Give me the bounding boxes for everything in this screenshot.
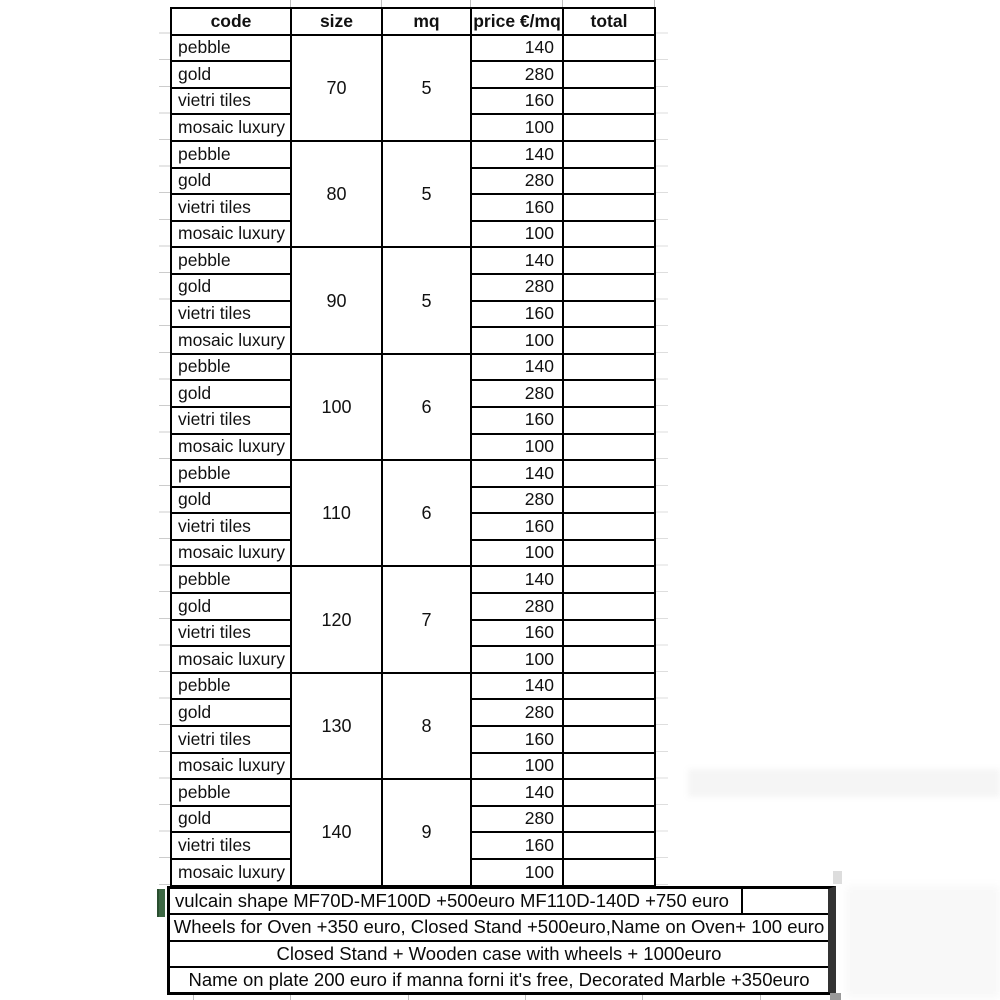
price-cell[interactable]: 160 xyxy=(471,301,563,328)
gridline xyxy=(654,0,655,7)
code-cell[interactable]: pebble xyxy=(171,460,291,487)
code-cell[interactable]: mosaic luxury xyxy=(171,753,291,780)
col-header-mq[interactable]: mq xyxy=(382,8,471,35)
code-cell[interactable]: gold xyxy=(171,806,291,833)
code-cell[interactable]: mosaic luxury xyxy=(171,221,291,248)
price-cell[interactable]: 140 xyxy=(471,566,563,593)
note-text: vulcain shape MF70D-MF100D +500euro MF110D-140D +750 euro xyxy=(175,890,729,912)
price-cell[interactable]: 100 xyxy=(471,114,563,141)
total-cell[interactable] xyxy=(563,141,655,168)
price-cell[interactable]: 160 xyxy=(471,407,563,434)
code-cell[interactable]: vietri tiles xyxy=(171,88,291,115)
code-cell[interactable]: gold xyxy=(171,168,291,195)
code-cell[interactable]: gold xyxy=(171,487,291,514)
border-artifact xyxy=(833,871,842,884)
note-text: Wheels for Oven +350 euro, Closed Stand +500euro,Name on Oven+ 100 euro xyxy=(173,916,825,938)
code-cell[interactable]: mosaic luxury xyxy=(171,540,291,567)
col-header-code[interactable]: code xyxy=(171,8,291,35)
mq-cell[interactable]: 5 xyxy=(382,247,471,353)
code-cell[interactable]: gold xyxy=(171,593,291,620)
total-cell[interactable] xyxy=(563,540,655,567)
note-vulcain-shape[interactable] xyxy=(170,889,828,915)
total-cell[interactable] xyxy=(563,593,655,620)
total-cell[interactable] xyxy=(563,806,655,833)
price-cell[interactable]: 280 xyxy=(471,380,563,407)
code-cell[interactable]: gold xyxy=(171,61,291,88)
price-cell[interactable]: 160 xyxy=(471,194,563,221)
total-cell[interactable] xyxy=(563,513,655,540)
total-cell[interactable] xyxy=(563,221,655,248)
price-cell[interactable]: 140 xyxy=(471,354,563,381)
code-cell[interactable]: mosaic luxury xyxy=(171,646,291,673)
gridline-stubs-left xyxy=(159,7,170,888)
note-closed-stand-case[interactable] xyxy=(170,942,828,968)
mq-cell[interactable]: 8 xyxy=(382,673,471,779)
table-row xyxy=(171,141,655,168)
table-row xyxy=(171,779,655,806)
size-cell[interactable]: 70 xyxy=(291,35,382,141)
code-cell[interactable]: mosaic luxury xyxy=(171,859,291,886)
border-artifact xyxy=(830,993,841,1000)
code-cell[interactable]: pebble xyxy=(171,779,291,806)
price-cell[interactable]: 140 xyxy=(471,141,563,168)
price-cell[interactable]: 280 xyxy=(471,487,563,514)
price-cell[interactable]: 280 xyxy=(471,61,563,88)
price-cell[interactable]: 100 xyxy=(471,221,563,248)
price-cell[interactable]: 140 xyxy=(471,460,563,487)
table-row xyxy=(171,673,655,700)
price-cell[interactable]: 100 xyxy=(471,434,563,461)
code-cell[interactable]: pebble xyxy=(171,354,291,381)
scan-artifact xyxy=(688,769,1000,797)
price-cell[interactable]: 160 xyxy=(471,88,563,115)
mq-cell[interactable]: 6 xyxy=(382,460,471,566)
gridline xyxy=(470,0,471,7)
gridline xyxy=(290,0,291,7)
mq-cell[interactable]: 5 xyxy=(382,35,471,141)
price-cell[interactable]: 140 xyxy=(471,673,563,700)
price-cell[interactable]: 280 xyxy=(471,699,563,726)
cell-divider xyxy=(741,889,743,913)
mq-cell[interactable]: 9 xyxy=(382,779,471,885)
total-cell[interactable] xyxy=(563,673,655,700)
gridline xyxy=(381,0,382,7)
total-cell[interactable] xyxy=(563,354,655,381)
price-cell[interactable]: 280 xyxy=(471,274,563,301)
scan-artifact xyxy=(846,886,1000,998)
total-cell[interactable] xyxy=(563,566,655,593)
price-cell[interactable]: 160 xyxy=(471,726,563,753)
price-cell[interactable]: 280 xyxy=(471,593,563,620)
code-cell[interactable]: mosaic luxury xyxy=(171,434,291,461)
header-row xyxy=(171,8,655,35)
total-cell[interactable] xyxy=(563,88,655,115)
gridline-stubs-right xyxy=(656,7,668,888)
col-header-total[interactable]: total xyxy=(563,8,655,35)
code-cell[interactable]: pebble xyxy=(171,566,291,593)
mq-cell[interactable]: 7 xyxy=(382,566,471,672)
code-cell[interactable]: vietri tiles xyxy=(171,407,291,434)
total-cell[interactable] xyxy=(563,274,655,301)
price-cell[interactable]: 100 xyxy=(471,540,563,567)
total-cell[interactable] xyxy=(563,779,655,806)
selection-marker xyxy=(157,889,165,917)
price-table xyxy=(170,7,656,887)
price-cell[interactable]: 100 xyxy=(471,646,563,673)
total-cell[interactable] xyxy=(563,407,655,434)
total-cell[interactable] xyxy=(563,35,655,62)
size-cell[interactable]: 140 xyxy=(291,779,382,885)
price-cell[interactable]: 100 xyxy=(471,327,563,354)
table-row xyxy=(171,247,655,274)
price-cell[interactable]: 280 xyxy=(471,806,563,833)
total-cell[interactable] xyxy=(563,699,655,726)
size-cell[interactable]: 120 xyxy=(291,566,382,672)
code-cell[interactable]: pebble xyxy=(171,35,291,62)
code-cell[interactable]: vietri tiles xyxy=(171,194,291,221)
code-cell[interactable]: pebble xyxy=(171,247,291,274)
total-cell[interactable] xyxy=(563,194,655,221)
total-cell[interactable] xyxy=(563,327,655,354)
note-text: Closed Stand + Wooden case with wheels + 1000euro xyxy=(276,942,722,964)
total-cell[interactable] xyxy=(563,726,655,753)
total-cell[interactable] xyxy=(563,753,655,780)
col-header-price[interactable]: price €/mq xyxy=(471,8,563,35)
code-cell[interactable]: vietri tiles xyxy=(171,620,291,647)
total-cell[interactable] xyxy=(563,301,655,328)
note-wheels-stand-name[interactable] xyxy=(170,915,828,941)
code-cell[interactable]: gold xyxy=(171,380,291,407)
code-cell[interactable]: vietri tiles xyxy=(171,513,291,540)
code-cell[interactable]: vietri tiles xyxy=(171,726,291,753)
total-cell[interactable] xyxy=(563,646,655,673)
code-cell[interactable]: pebble xyxy=(171,673,291,700)
col-header-size[interactable]: size xyxy=(291,8,382,35)
price-cell[interactable]: 160 xyxy=(471,620,563,647)
mq-cell[interactable]: 6 xyxy=(382,354,471,460)
price-cell[interactable]: 140 xyxy=(471,779,563,806)
total-cell[interactable] xyxy=(563,380,655,407)
code-cell[interactable]: vietri tiles xyxy=(171,301,291,328)
size-cell[interactable]: 130 xyxy=(291,673,382,779)
price-cell[interactable]: 280 xyxy=(471,168,563,195)
mq-cell[interactable]: 5 xyxy=(382,141,471,247)
size-cell[interactable]: 110 xyxy=(291,460,382,566)
code-cell[interactable]: pebble xyxy=(171,141,291,168)
notes-section xyxy=(167,886,836,995)
code-cell[interactable]: mosaic luxury xyxy=(171,114,291,141)
code-cell[interactable]: vietri tiles xyxy=(171,832,291,859)
code-cell[interactable]: gold xyxy=(171,699,291,726)
price-cell[interactable]: 140 xyxy=(471,35,563,62)
table-row xyxy=(171,354,655,381)
total-cell[interactable] xyxy=(563,460,655,487)
code-cell[interactable]: gold xyxy=(171,274,291,301)
total-cell[interactable] xyxy=(563,247,655,274)
total-cell[interactable] xyxy=(563,487,655,514)
total-cell[interactable] xyxy=(563,168,655,195)
code-cell[interactable]: mosaic luxury xyxy=(171,327,291,354)
price-cell[interactable]: 100 xyxy=(471,753,563,780)
price-cell[interactable]: 160 xyxy=(471,513,563,540)
table-row xyxy=(171,460,655,487)
price-cell[interactable]: 140 xyxy=(471,247,563,274)
total-cell[interactable] xyxy=(563,61,655,88)
price-cell[interactable]: 100 xyxy=(471,859,563,886)
note-name-plate-marble[interactable] xyxy=(170,968,828,992)
total-cell[interactable] xyxy=(563,434,655,461)
total-cell[interactable] xyxy=(563,859,655,886)
total-cell[interactable] xyxy=(563,114,655,141)
size-cell[interactable]: 90 xyxy=(291,247,382,353)
size-cell[interactable]: 100 xyxy=(291,354,382,460)
total-cell[interactable] xyxy=(563,832,655,859)
note-text: Name on plate 200 euro if manna forni it's free, Decorated Marble +350euro xyxy=(188,968,810,990)
price-cell[interactable]: 160 xyxy=(471,832,563,859)
table-row xyxy=(171,566,655,593)
gridline xyxy=(562,0,563,7)
size-cell[interactable]: 80 xyxy=(291,141,382,247)
table-row xyxy=(171,35,655,62)
total-cell[interactable] xyxy=(563,620,655,647)
